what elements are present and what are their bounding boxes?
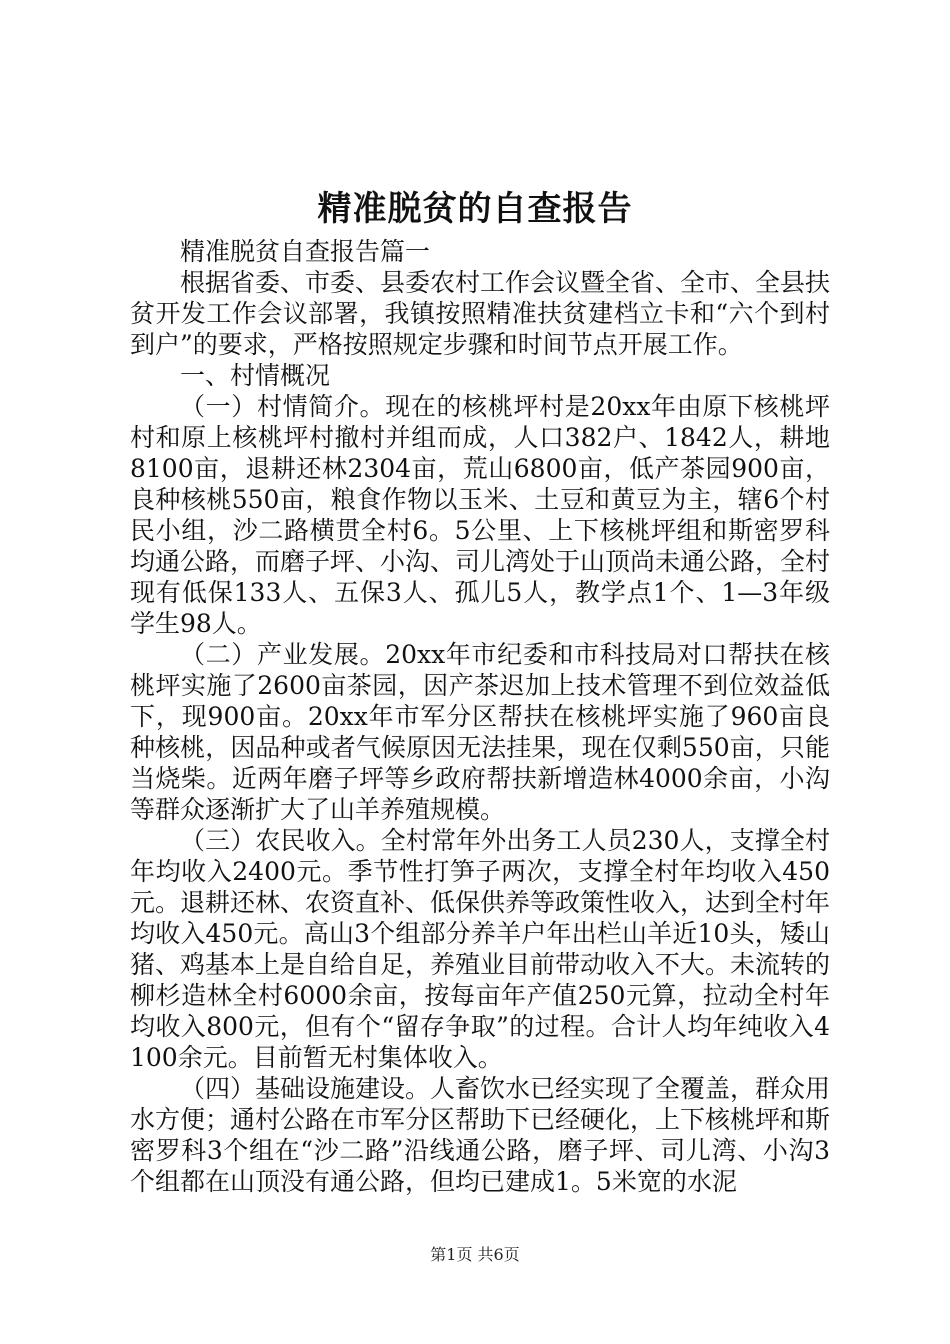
section-heading: 精准脱贫自查报告篇一 xyxy=(180,237,431,266)
body-paragraph: （四）基础设施建设。人畜饮水已经实现了全覆盖，群众用水方便；通村公路在市军分区帮助下已经硬化，上下核桃坪和斯密罗科3个组在“沙二路”沿线通公路，磨子坪、司儿湾、小沟3个组都在山顶没有通公路，但均已建成1。5米宽的水泥 xyxy=(130,1074,831,1196)
document-title: 精准脱贫的自查报告 xyxy=(317,189,633,229)
body-paragraph: （一）村情简介。现在的核桃坪村是20xx年由原下核桃坪村和原上核桃坪村撤村并组而成，人口382户、1842人，耕地8100亩，退耕还林2304亩，荒山6800亩，低产茶园900亩，良种核桃550亩，粮食作物以玉米、土豆和黄豆为主，辖6个村民小组，沙二路横贯全村6。5公里、上下核桃坪组和斯密罗科均通公路，而磨子坪、小沟、司儿湾处于山顶尚未通公路，全村现有低保133人、五保3人、孤儿5人，教学点1个、1—3年级学生98人。 xyxy=(130,392,831,638)
document-body xyxy=(130,236,830,1197)
page-footer: 第1页 共6页 xyxy=(430,1245,520,1264)
intro-paragraph: 根据省委、市委、县委农村工作会议暨全省、全市、全县扶贫开发工作会议部署，我镇按照精准扶贫建档立卡和“六个到村到户”的要求，严格按照规定步骤和时间节点开展工作。 xyxy=(130,268,831,359)
section-heading: 一、村情概况 xyxy=(180,361,331,390)
body-paragraph: （三）农民收入。全村常年外出务工人员230人，支撑全村年均收入2400元。季节性打笋子两次，支撑全村年均收入450元。退耕还林、农资直补、低保供养等政策性收入，达到全村年均收入450元。高山3个组部分养羊户年出栏山羊近10头，矮山猪、鸡基本上是自给自足，养殖业目前带动收入不大。未流转的柳杉造林全村6000余亩，按每亩年产值250元算，拉动全村年均收入800元，但有个“留存争取”的过程。合计人均年纯收入4100余元。目前暂无村集体收入。 xyxy=(130,826,831,1072)
body-paragraph: （二）产业发展。20xx年市纪委和市科技局对口帮扶在核桃坪实施了2600亩茶园，因产茶迟加上技术管理不到位效益低下，现900亩。20xx年市军分区帮扶在核桃坪实施了960亩良种核桃，因品种或者气候原因无法挂果，现在仅剩550亩，只能当烧柴。近两年磨子坪等乡政府帮扶新增造林4000余亩，小沟等群众逐渐扩大了山羊养殖规模。 xyxy=(130,640,830,824)
